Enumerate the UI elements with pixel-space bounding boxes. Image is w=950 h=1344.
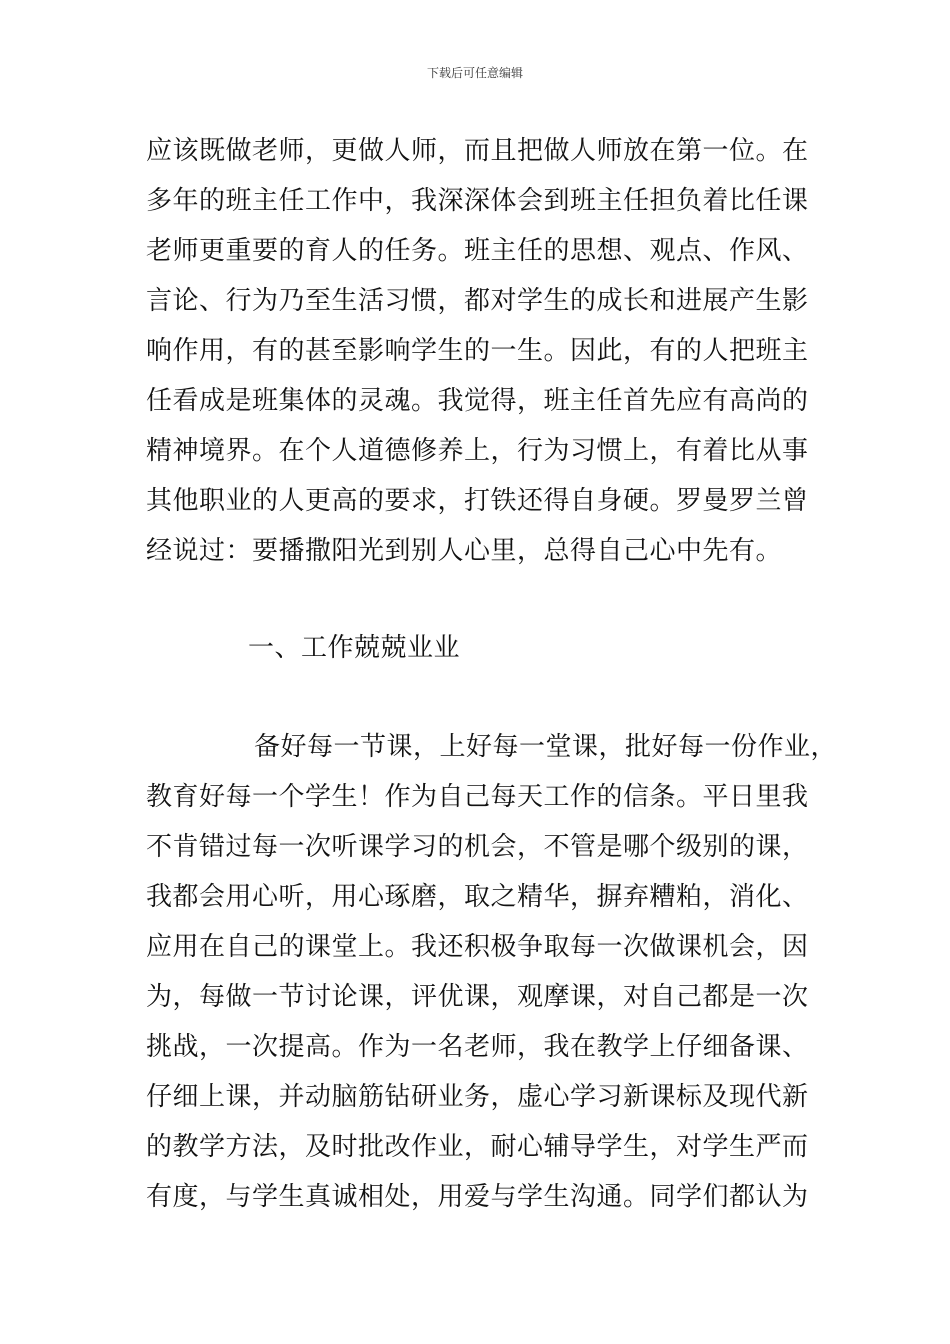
paragraph-line: 应用在自己的课堂上。我还积极争取每一次做课机会，因 bbox=[146, 932, 809, 962]
paragraph-line: 精神境界。在个人道德修养上，行为习惯上，有着比从事 bbox=[146, 436, 809, 466]
paragraph-line: 为，每做一节讨论课，评优课，观摩课，对自己都是一次 bbox=[146, 982, 809, 1012]
paragraph-line: 多年的班主任工作中，我深深体会到班主任担负着比任课 bbox=[146, 186, 809, 216]
paragraph-line: 经说过：要播撒阳光到别人心里，总得自己心中先有。 bbox=[146, 536, 783, 566]
paragraph-line: 教育好每一个学生！作为自己每天工作的信条。平日里我 bbox=[146, 782, 809, 812]
paragraph-line: 应该既做老师，更做人师，而且把做人师放在第一位。在 bbox=[146, 136, 809, 166]
page-header: 下载后可任意编辑 bbox=[426, 66, 523, 80]
paragraph-line: 老师更重要的育人的任务。班主任的思想、观点、作风、 bbox=[146, 236, 809, 266]
paragraph-line: 我都会用心听，用心琢磨，取之精华，摒弃糟粕，消化、 bbox=[146, 882, 809, 912]
paragraph-line: 有度，与学生真诚相处，用爱与学生沟通。同学们都认为 bbox=[146, 1182, 809, 1212]
paragraph-line: 的教学方法，及时批改作业，耐心辅导学生，对学生严而 bbox=[146, 1132, 809, 1162]
paragraph-line: 言论、行为乃至生活习惯，都对学生的成长和进展产生影 bbox=[146, 286, 809, 316]
paragraph-line: 其他职业的人更高的要求，打铁还得自身硬。罗曼罗兰曾 bbox=[146, 486, 809, 516]
paragraph-line: 响作用，有的甚至影响学生的一生。因此，有的人把班主 bbox=[146, 336, 809, 366]
paragraph-line: 挑战，一次提高。作为一名老师，我在教学上仔细备课、 bbox=[146, 1032, 809, 1062]
paragraph-line: 备好每一节课，上好每一堂课，批好每一份作业， bbox=[254, 732, 838, 762]
paragraph-line: 仔细上课，并动脑筋钻研业务，虚心学习新课标及现代新 bbox=[146, 1082, 809, 1112]
section-heading: 一、工作兢兢业业 bbox=[248, 633, 461, 663]
paragraph-line: 任看成是班集体的灵魂。我觉得，班主任首先应有高尚的 bbox=[146, 386, 809, 416]
paragraph-line: 不肯错过每一次听课学习的机会，不管是哪个级别的课， bbox=[146, 832, 809, 862]
